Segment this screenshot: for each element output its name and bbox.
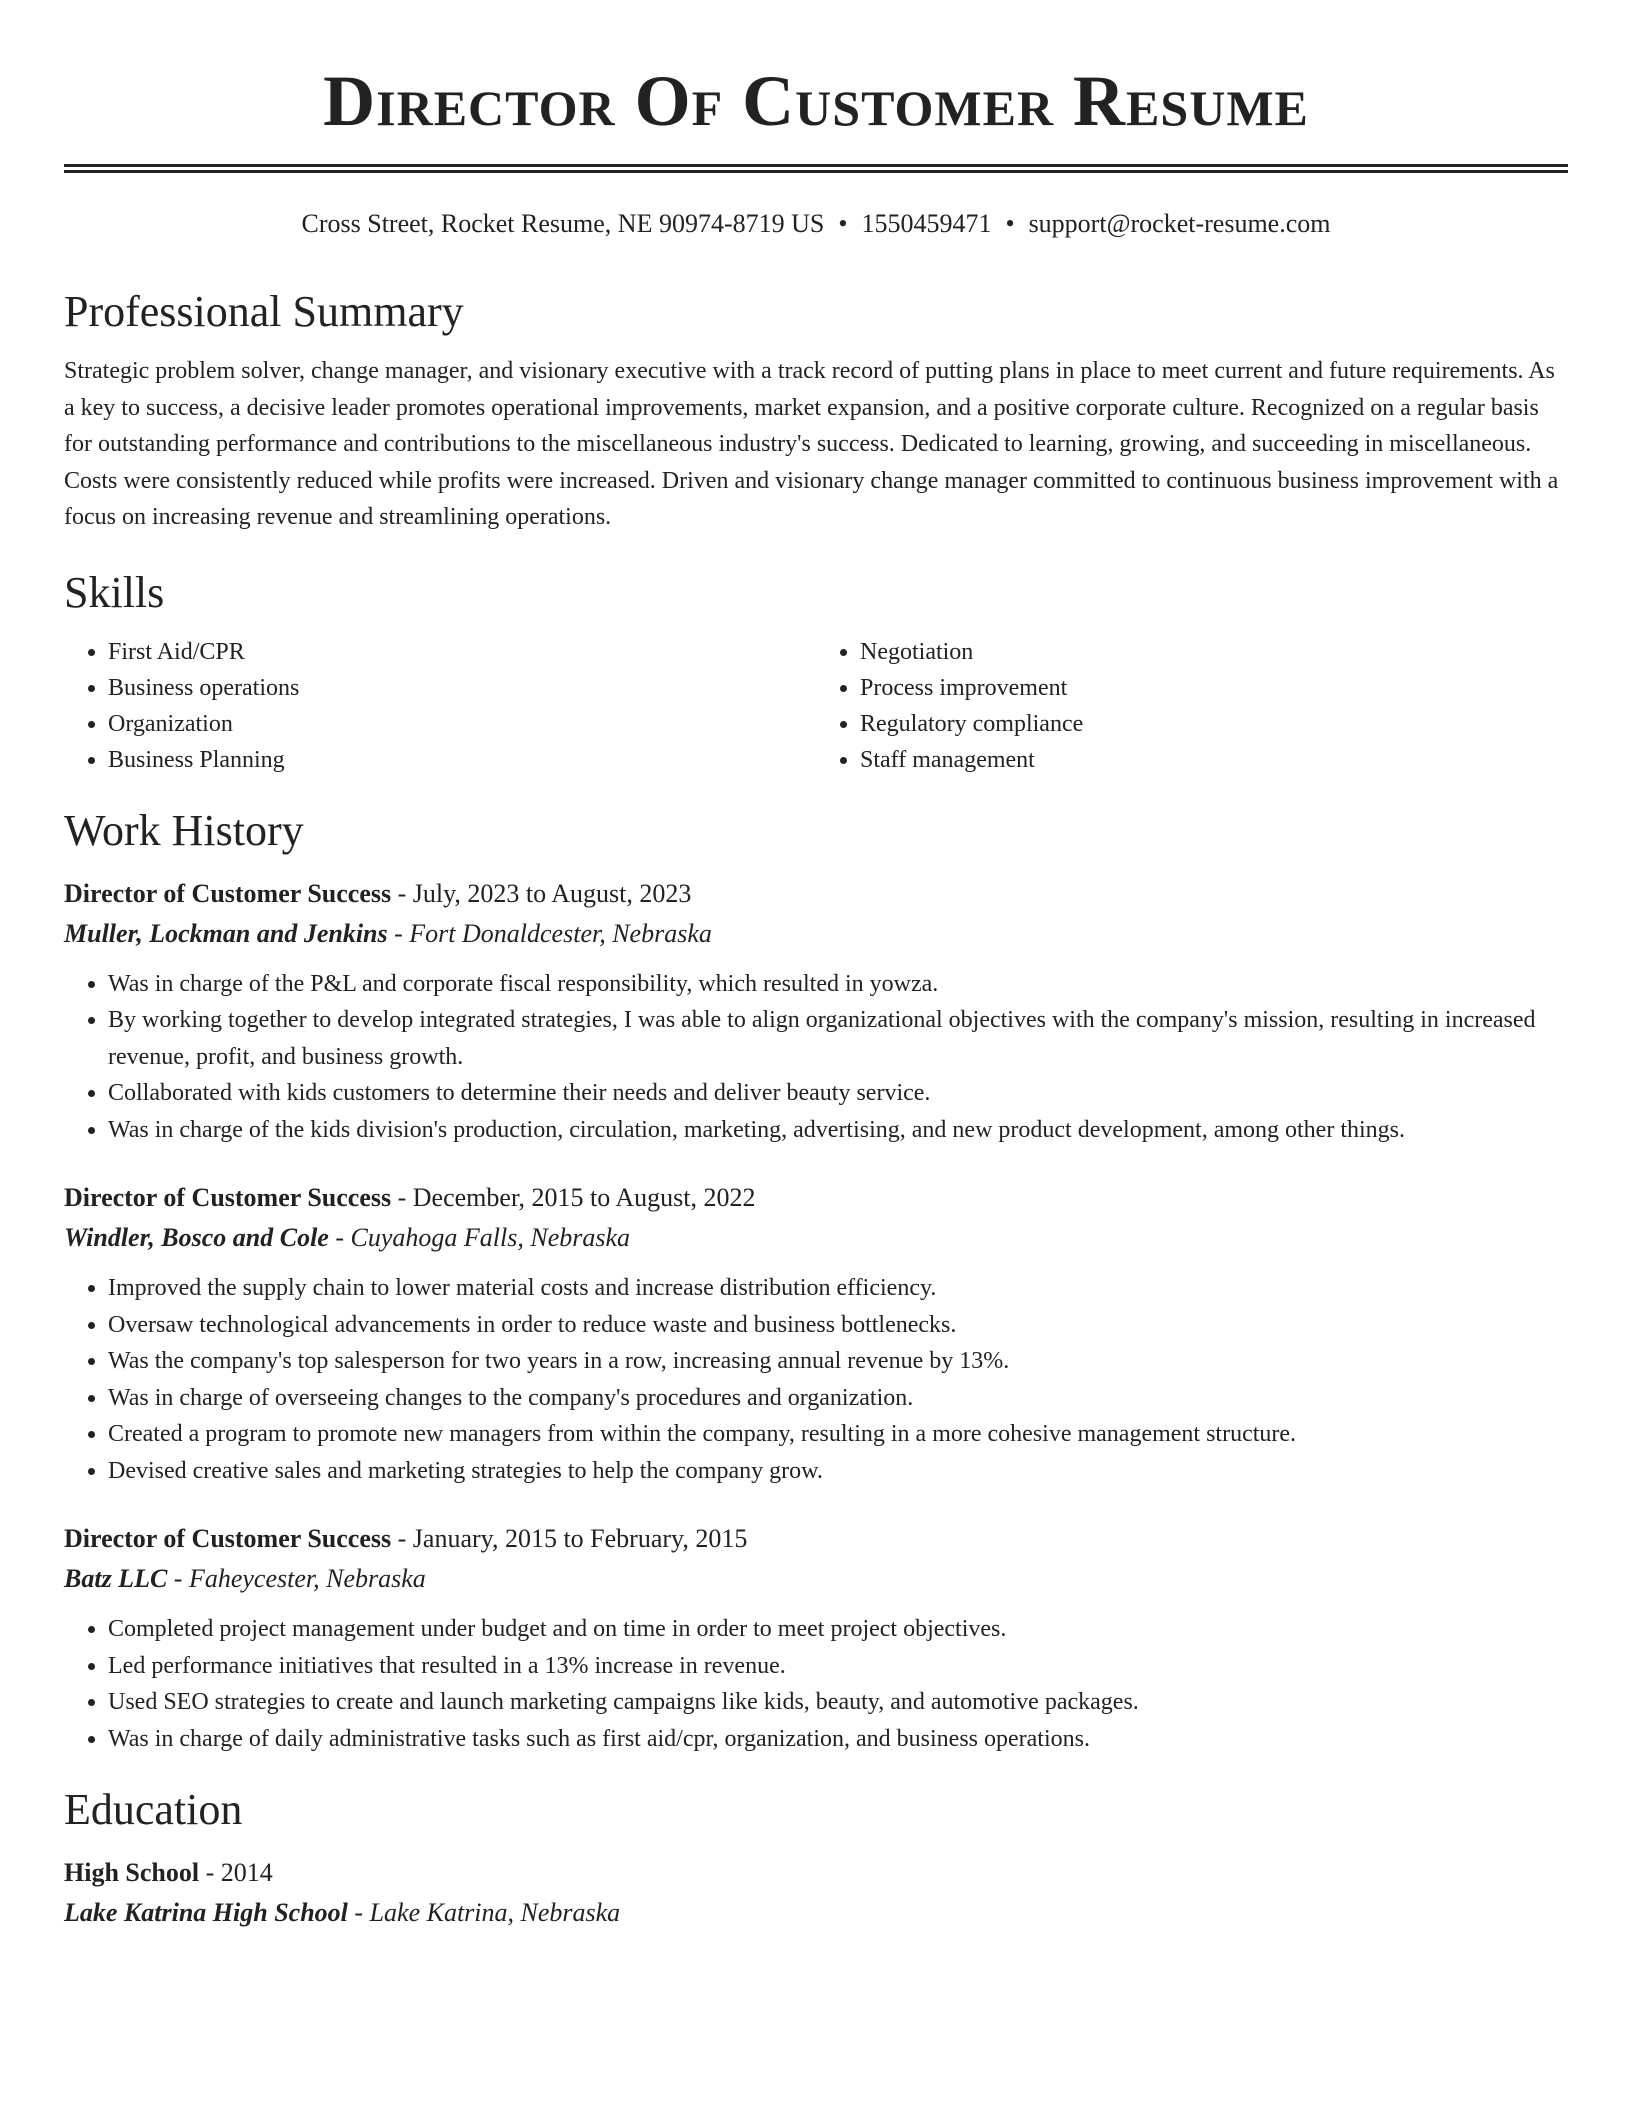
skill-item: • Regulatory compliance (860, 706, 1568, 742)
skills-column-left (64, 634, 816, 778)
job-bullet: • Was in charge of the kids division's production, circulation, marketing, advertising, and new product development, among other things. (108, 1112, 1568, 1149)
job-dates: December, 2015 to August, 2022 (412, 1183, 756, 1212)
job-bullets (64, 1611, 1568, 1757)
job-bullet: • Was in charge of the P&L and corporate fiscal responsibility, which resulted in yowza. (108, 966, 1568, 1003)
job-location: Cuyahoga Falls, Nebraska (350, 1223, 631, 1252)
dash: - (391, 1524, 413, 1553)
job-location: Fort Donaldcester, Nebraska (409, 918, 712, 948)
job-bullet: • Was the company's top salesperson for two years in a row, increasing annual revenue by 13%. (108, 1343, 1568, 1380)
skill-item: • Negotiation (860, 634, 1568, 670)
education-header (64, 1853, 1568, 1893)
contact-address: Cross Street, Rocket Resume, NE 90974-8719 US (301, 209, 825, 238)
job-dates: January, 2015 to February, 2015 (412, 1524, 748, 1553)
job-dates: July, 2023 to August, 2023 (412, 878, 692, 908)
job-entry (64, 1519, 1568, 1757)
job-entry (64, 874, 1568, 1149)
dash: - (391, 878, 413, 908)
skill-item: • Staff management (860, 742, 1568, 778)
job-bullet: • Oversaw technological advancements in order to reduce waste and business bottlenecks. (108, 1307, 1568, 1344)
dash: - (347, 1898, 370, 1927)
job-company: Windler, Bosco and Cole (64, 1223, 329, 1252)
education-location: Lake Katrina, Nebraska (369, 1898, 621, 1927)
job-bullets (64, 966, 1568, 1149)
skill-item: • Organization (108, 706, 816, 742)
dash: - (328, 1223, 351, 1252)
dash: - (387, 918, 410, 948)
job-title: Director of Customer Success (64, 878, 392, 908)
job-location: Faheycester, Nebraska (188, 1564, 426, 1593)
job-title: Director of Customer Success (64, 1183, 392, 1212)
work-history-heading: Work History (64, 805, 304, 855)
skill-item: • Process improvement (860, 670, 1568, 706)
skills-column-right (816, 634, 1568, 778)
education-degree: High School (64, 1858, 200, 1887)
job-title: Director of Customer Success (64, 1524, 392, 1553)
job-company: Batz LLC (64, 1564, 168, 1593)
contact-separator: • (838, 209, 848, 238)
skill-item: • Business Planning (108, 742, 816, 778)
job-bullet: • By working together to develop integrated strategies, I was able to align organizational objectives with the company's mission, resulting in increased revenue, profit, and business growth. (108, 1002, 1568, 1075)
job-bullets (64, 1270, 1568, 1489)
job-bullet: • Was in charge of daily administrative tasks such as first aid/cpr, organization, and business operations. (108, 1721, 1568, 1758)
job-bullet: • Was in charge of overseeing changes to the company's procedures and organization. (108, 1380, 1568, 1417)
dash: - (391, 1183, 413, 1212)
job-bullet: • Led performance initiatives that resulted in a 13% increase in revenue. (108, 1648, 1568, 1685)
education-entry (64, 1853, 1568, 1933)
job-header (64, 874, 1568, 914)
education-heading: Education (64, 1785, 243, 1834)
job-bullet: • Completed project management under budget and on time in order to meet project objectives. (108, 1611, 1568, 1648)
job-bullet: • Devised creative sales and marketing strategies to help the company grow. (108, 1453, 1568, 1490)
job-bullet: • Created a program to promote new managers from within the company, resulting in a more cohesive management structure. (108, 1416, 1568, 1453)
dash: - (199, 1858, 221, 1887)
skill-item: • First Aid/CPR (108, 634, 816, 670)
education-school: Lake Katrina High School (64, 1898, 348, 1927)
contact-phone: 1550459471 (861, 209, 992, 238)
job-company-line (64, 1218, 1568, 1258)
education-school-line (64, 1893, 1568, 1933)
education-year: 2014 (220, 1858, 273, 1887)
job-bullet: • Used SEO strategies to create and launch marketing campaigns like kids, beauty, and automotive packages. (108, 1684, 1568, 1721)
skill-item: • Business operations (108, 670, 816, 706)
job-bullet: • Collaborated with kids customers to determine their needs and deliver beauty service. (108, 1075, 1568, 1112)
title-divider (64, 164, 1568, 173)
job-header (64, 1178, 1568, 1218)
job-bullet: • Improved the supply chain to lower material costs and increase distribution efficiency. (108, 1270, 1568, 1307)
job-header (64, 1519, 1568, 1559)
summary-text: Strategic problem solver, change manager, and visionary executive with a track record of putting plans in place to meet current and future requirements. As a key to success, a decisive leader promotes operational improvements, market expansion, and a positive corporate culture. Recognized on a regular basis for outstanding performance and contributions to the miscellaneous industry's success. Dedicated to learning, growing, and succeeding in miscellaneous. Costs were consistently reduced while profits were increased. Driven and visionary change manager committed to continuous business improvement with a focus on increasing revenue and streamlining operations. (64, 358, 1559, 530)
resume-title: Director Of Customer Resume (323, 61, 1309, 141)
job-company-line (64, 914, 1568, 954)
contact-separator: • (1005, 209, 1015, 238)
skills-list (64, 634, 1568, 778)
dash: - (167, 1564, 189, 1593)
job-entry (64, 1178, 1568, 1489)
skills-heading: Skills (64, 567, 165, 617)
job-company-line (64, 1559, 1568, 1599)
job-company: Muller, Lockman and Jenkins (64, 918, 388, 948)
summary-heading: Professional Summary (64, 287, 464, 336)
contact-email: support@rocket-resume.com (1028, 209, 1331, 238)
contact-line (64, 207, 1568, 241)
